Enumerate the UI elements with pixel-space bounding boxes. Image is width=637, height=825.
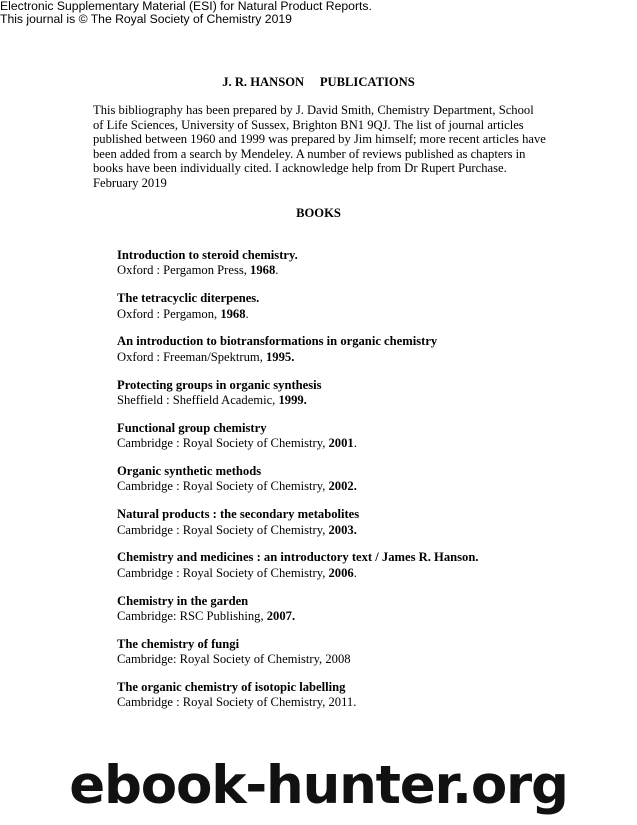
book-year: 2006 [328,565,354,580]
book-title: Natural products : the secondary metabolites [117,507,360,522]
book-publisher: Cambridge : Royal Society of Chemistry, [117,522,329,537]
book-title: Chemistry and medicines : an introductory text / James R. Hanson. [117,550,479,565]
book-year: 2011. [328,695,357,710]
book-publisher: Oxford : Pergamon, [117,306,221,321]
book-title: The tetracyclic diterpenes. [117,291,260,306]
book-year: 2007. [266,608,296,623]
book-title: Chemistry in the garden [117,593,249,608]
book-entry [117,507,597,550]
book-publication [117,652,597,667]
book-publisher: Cambridge : Royal Society of Chemistry, [117,479,329,494]
book-title: Organic synthetic methods [117,463,262,478]
book-publisher: Oxford : Pergamon Press, [117,263,251,278]
book-year: 1968 [220,306,246,321]
esi-header [0,0,372,26]
intro-paragraph [93,103,563,191]
intro-line: February 2019 [93,175,167,190]
book-entry [117,291,597,334]
book-year: 1968 [250,263,276,278]
book-year: 2001 [328,436,354,451]
book-title: Introduction to steroid chemistry. [117,248,298,262]
book-entry [117,378,597,421]
book-publication [117,350,597,365]
book-entry [117,248,597,291]
book-entry [117,680,597,723]
intro-line: This bibliography has been prepared by J. David Smith, Chemistry Department, School [93,103,534,117]
book-publication [117,566,597,581]
book-title: The chemistry of fungi [117,636,240,651]
watermark-text: ebook-hunter.org [69,755,568,816]
book-publisher: Sheffield : Sheffield Academic, [117,392,279,407]
book-publication [117,523,597,538]
book-entry [117,594,597,637]
book-year: 2003. [328,522,357,537]
book-publication [117,307,597,322]
book-entry [117,637,597,680]
book-year: 2002. [328,479,357,494]
intro-line: books have been individually cited. I acknowledge help from Dr Rupert Purchase. [93,161,507,176]
book-publisher: Cambridge : Royal Society of Chemistry, [117,565,329,580]
document-title: J. R. HANSON PUBLICATIONS [222,75,415,89]
books-heading: BOOKS [296,206,341,220]
intro-line: published between 1960 and 1999 was prepared by Jim himself; more recent articles have [93,132,546,147]
book-publication [117,393,597,408]
book-year-suffix: . [275,263,279,278]
book-year: 1995. [266,349,295,364]
book-publication [117,479,597,494]
esi-header-line-2: This journal is © The Royal Society of Chemistry 2019 [0,12,292,26]
book-publisher: Cambridge : Royal Society of Chemistry, [117,436,329,451]
book-title: An introduction to biotransformations in organic chemistry [117,334,438,349]
esi-header-line-1: Electronic Supplementary Material (ESI) for Natural Product Reports. [0,0,372,13]
book-title: Protecting groups in organic synthesis [117,377,322,392]
book-year: 1999. [278,392,307,407]
book-year-suffix: . [245,306,249,321]
intro-line: been added from a search by Mendeley. A number of reviews published as chapters in [93,146,526,161]
book-publication [117,436,597,451]
book-publisher: Oxford : Freeman/Spektrum, [117,349,266,364]
book-publisher: Cambridge: RSC Publishing, [117,608,267,623]
book-publication [117,695,597,710]
book-year-suffix: . [353,565,357,580]
book-publication [117,263,597,278]
intro-line: of Life Sciences, University of Sussex, Brighton BN1 9QJ. The list of journal articles [93,117,524,132]
book-entry [117,421,597,464]
book-entry [117,464,597,507]
book-year-suffix: . [353,436,357,451]
book-publication [117,609,597,624]
book-title: Functional group chemistry [117,420,267,435]
book-title: The organic chemistry of isotopic labelling [117,679,346,694]
book-entry [117,334,597,377]
book-entry [117,550,597,593]
book-list [117,248,597,723]
book-year: 2008 [325,652,351,667]
book-publisher: Cambridge : Royal Society of Chemistry, [117,695,329,710]
book-publisher: Cambridge: Royal Society of Chemistry, [117,652,326,667]
